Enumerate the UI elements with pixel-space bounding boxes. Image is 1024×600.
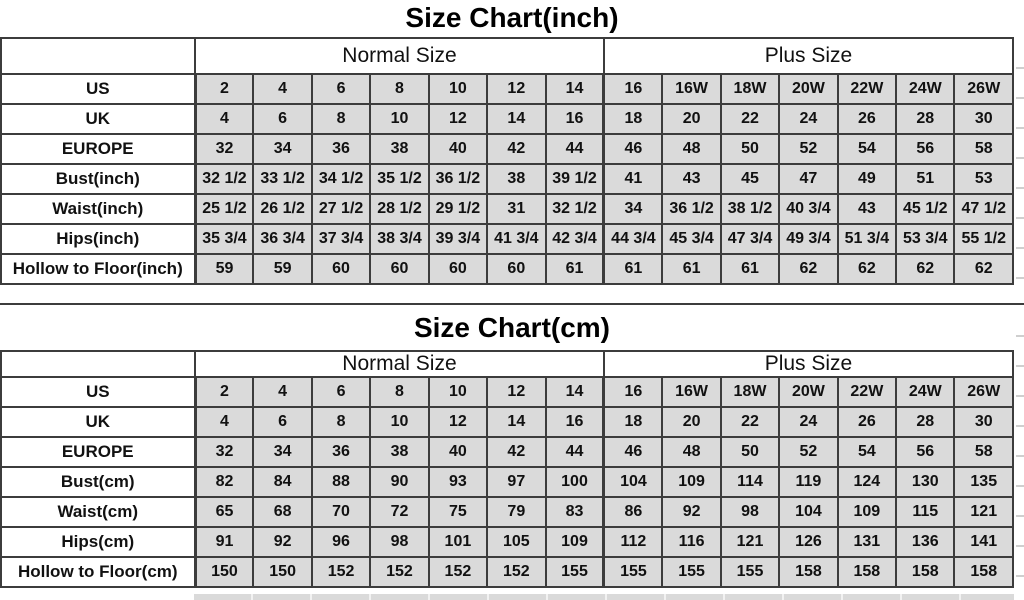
size-cell: 4 (195, 407, 253, 437)
size-cell: 48 (662, 134, 720, 164)
size-cell: 22W (838, 377, 896, 407)
size-cell: 45 (721, 164, 779, 194)
size-cell: 44 (546, 134, 604, 164)
size-cell: 34 (253, 437, 311, 467)
size-chart-inch-table (0, 37, 1014, 285)
size-cell: 82 (195, 467, 253, 497)
size-cell: 10 (429, 377, 487, 407)
size-cell: 121 (721, 527, 779, 557)
size-cell: 104 (779, 497, 837, 527)
size-cell: 26 1/2 (253, 194, 311, 224)
corner-cell (1, 38, 195, 74)
size-cell: 47 3/4 (721, 224, 779, 254)
size-cell: 152 (487, 557, 545, 587)
size-cell: 59 (253, 254, 311, 284)
size-cell: 16W (662, 74, 720, 104)
size-cell: 26W (954, 74, 1013, 104)
size-cell: 12 (429, 407, 487, 437)
size-cell: 38 3/4 (370, 224, 428, 254)
size-cell: 36 1/2 (429, 164, 487, 194)
size-cell: 32 1/2 (195, 164, 253, 194)
table-row (1, 74, 1013, 104)
size-cell: 61 (546, 254, 604, 284)
size-cell: 14 (487, 407, 545, 437)
size-cell: 75 (429, 497, 487, 527)
size-cell: 114 (721, 467, 779, 497)
size-cell: 26W (954, 377, 1013, 407)
size-cell: 40 3/4 (779, 194, 837, 224)
size-cell: 152 (312, 557, 370, 587)
size-cell: 56 (896, 437, 954, 467)
size-cell: 18 (604, 407, 662, 437)
size-cell: 62 (838, 254, 896, 284)
table-row (1, 497, 1013, 527)
size-cell: 16 (546, 407, 604, 437)
size-cell: 96 (312, 527, 370, 557)
size-cell: 30 (954, 407, 1013, 437)
size-cell: 28 (896, 104, 954, 134)
size-cell: 52 (779, 134, 837, 164)
size-cell: 6 (312, 377, 370, 407)
size-cell: 12 (487, 377, 545, 407)
size-cell: 54 (838, 437, 896, 467)
size-cell: 41 3/4 (487, 224, 545, 254)
size-cell: 36 1/2 (662, 194, 720, 224)
size-cell: 155 (662, 557, 720, 587)
size-cell: 39 1/2 (546, 164, 604, 194)
row-label: Bust(inch) (1, 164, 195, 194)
size-cell: 28 (896, 407, 954, 437)
plus-size-header: Plus Size (604, 38, 1013, 74)
size-cell: 53 (954, 164, 1013, 194)
size-cell: 54 (838, 134, 896, 164)
plus-size-header: Plus Size (604, 351, 1013, 377)
size-cell: 16 (546, 104, 604, 134)
size-cell: 158 (838, 557, 896, 587)
size-cell: 158 (779, 557, 837, 587)
size-cell: 58 (954, 437, 1013, 467)
size-cell: 83 (546, 497, 604, 527)
size-cell: 6 (312, 74, 370, 104)
size-cell: 8 (312, 104, 370, 134)
size-cell: 158 (896, 557, 954, 587)
size-cell: 88 (312, 467, 370, 497)
size-cell: 29 1/2 (429, 194, 487, 224)
size-cell: 112 (604, 527, 662, 557)
size-cell: 55 1/2 (954, 224, 1013, 254)
size-cell: 4 (195, 104, 253, 134)
size-cell: 28 1/2 (370, 194, 428, 224)
size-cell: 38 (487, 164, 545, 194)
size-cell: 98 (370, 527, 428, 557)
size-cell: 97 (487, 467, 545, 497)
size-cell: 26 (838, 407, 896, 437)
size-cell: 47 1/2 (954, 194, 1013, 224)
size-cell: 34 1/2 (312, 164, 370, 194)
size-cell: 131 (838, 527, 896, 557)
size-cell: 14 (546, 377, 604, 407)
size-cell: 22 (721, 407, 779, 437)
size-cell: 45 1/2 (896, 194, 954, 224)
table-row (1, 467, 1013, 497)
cropped-right-edge-remnant (1016, 39, 1024, 287)
row-label: Waist(cm) (1, 497, 195, 527)
size-cell: 56 (896, 134, 954, 164)
normal-size-header: Normal Size (195, 351, 604, 377)
size-cell: 52 (779, 437, 837, 467)
table-row (1, 527, 1013, 557)
table-row (1, 194, 1013, 224)
size-cell: 141 (954, 527, 1013, 557)
size-cell: 62 (779, 254, 837, 284)
cropped-bottom-row-remnant (194, 594, 1014, 600)
size-cell: 34 (604, 194, 662, 224)
size-cell: 24 (779, 104, 837, 134)
size-cell: 121 (954, 497, 1013, 527)
normal-size-header: Normal Size (195, 38, 604, 74)
size-cell: 20 (662, 104, 720, 134)
size-cell: 109 (546, 527, 604, 557)
size-cell: 109 (838, 497, 896, 527)
size-cell: 44 3/4 (604, 224, 662, 254)
size-cell: 150 (195, 557, 253, 587)
size-cell: 90 (370, 467, 428, 497)
size-cell: 119 (779, 467, 837, 497)
size-cell: 42 (487, 437, 545, 467)
size-cell: 8 (370, 377, 428, 407)
size-cell: 116 (662, 527, 720, 557)
size-cell: 58 (954, 134, 1013, 164)
size-cell: 51 3/4 (838, 224, 896, 254)
size-cell: 36 3/4 (253, 224, 311, 254)
table-row (1, 164, 1013, 194)
size-cell: 152 (429, 557, 487, 587)
size-chart-cm-table (0, 350, 1014, 588)
row-label: Hollow to Floor(cm) (1, 557, 195, 587)
size-cell: 4 (253, 74, 311, 104)
table-row (1, 134, 1013, 164)
size-cell: 115 (896, 497, 954, 527)
size-cell: 84 (253, 467, 311, 497)
size-cell: 68 (253, 497, 311, 527)
size-cell: 60 (370, 254, 428, 284)
table-row (1, 407, 1013, 437)
size-cell: 46 (604, 437, 662, 467)
size-cell: 105 (487, 527, 545, 557)
size-cell: 155 (546, 557, 604, 587)
size-cell: 2 (195, 74, 253, 104)
size-cell: 14 (546, 74, 604, 104)
table-row (1, 254, 1013, 284)
size-cell: 91 (195, 527, 253, 557)
size-cell: 92 (662, 497, 720, 527)
row-label: EUROPE (1, 437, 195, 467)
size-cell: 20W (779, 377, 837, 407)
size-cell: 24W (896, 377, 954, 407)
size-cell: 72 (370, 497, 428, 527)
size-cell: 79 (487, 497, 545, 527)
size-cell: 40 (429, 134, 487, 164)
size-cell: 50 (721, 437, 779, 467)
size-cell: 41 (604, 164, 662, 194)
size-cell: 38 (370, 134, 428, 164)
size-cell: 35 1/2 (370, 164, 428, 194)
size-chart-inch-title: Size Chart(inch) (405, 2, 619, 33)
size-cell: 14 (487, 104, 545, 134)
row-label: Waist(inch) (1, 194, 195, 224)
size-cell: 158 (954, 557, 1013, 587)
size-cell: 60 (312, 254, 370, 284)
table-row (1, 437, 1013, 467)
row-label: US (1, 377, 195, 407)
size-cell: 65 (195, 497, 253, 527)
size-cell: 47 (779, 164, 837, 194)
size-cell: 6 (253, 407, 311, 437)
size-cell: 44 (546, 437, 604, 467)
size-cell: 135 (954, 467, 1013, 497)
size-cell: 10 (429, 74, 487, 104)
size-cell: 98 (721, 497, 779, 527)
size-cell: 150 (253, 557, 311, 587)
group-header-row (1, 351, 1013, 377)
size-cell: 61 (604, 254, 662, 284)
size-cell: 25 1/2 (195, 194, 253, 224)
size-cell: 101 (429, 527, 487, 557)
size-cell: 53 3/4 (896, 224, 954, 254)
size-cell: 16 (604, 377, 662, 407)
size-cell: 39 3/4 (429, 224, 487, 254)
table-row (1, 377, 1013, 407)
size-cell: 32 (195, 134, 253, 164)
size-cell: 27 1/2 (312, 194, 370, 224)
size-cell: 20W (779, 74, 837, 104)
corner-cell (1, 351, 195, 377)
size-cell: 126 (779, 527, 837, 557)
size-cell: 136 (896, 527, 954, 557)
size-cell: 50 (721, 134, 779, 164)
row-label: UK (1, 407, 195, 437)
size-cell: 155 (604, 557, 662, 587)
size-cell: 40 (429, 437, 487, 467)
size-chart-cm-section (0, 303, 1024, 588)
group-header-row (1, 38, 1013, 74)
size-cell: 12 (487, 74, 545, 104)
size-cell: 30 (954, 104, 1013, 134)
size-cell: 130 (896, 467, 954, 497)
size-cell: 38 1/2 (721, 194, 779, 224)
size-cell: 22W (838, 74, 896, 104)
size-cell: 49 3/4 (779, 224, 837, 254)
size-cell: 42 3/4 (546, 224, 604, 254)
size-cell: 93 (429, 467, 487, 497)
size-cell: 4 (253, 377, 311, 407)
size-cell: 22 (721, 104, 779, 134)
size-cell: 18 (604, 104, 662, 134)
size-cell: 62 (954, 254, 1013, 284)
row-label: EUROPE (1, 134, 195, 164)
size-cell: 24W (896, 74, 954, 104)
size-cell: 43 (662, 164, 720, 194)
size-cell: 48 (662, 437, 720, 467)
size-cell: 24 (779, 407, 837, 437)
size-cell: 16 (604, 74, 662, 104)
size-cell: 37 3/4 (312, 224, 370, 254)
size-cell: 86 (604, 497, 662, 527)
size-cell: 42 (487, 134, 545, 164)
size-cell: 36 (312, 437, 370, 467)
size-cell: 36 (312, 134, 370, 164)
size-cell: 26 (838, 104, 896, 134)
size-cell: 38 (370, 437, 428, 467)
size-cell: 109 (662, 467, 720, 497)
size-cell: 104 (604, 467, 662, 497)
table-row (1, 104, 1013, 134)
row-label: UK (1, 104, 195, 134)
size-cell: 16W (662, 377, 720, 407)
size-cell: 59 (195, 254, 253, 284)
size-cell: 6 (253, 104, 311, 134)
size-cell: 32 1/2 (546, 194, 604, 224)
table-row (1, 557, 1013, 587)
size-cell: 70 (312, 497, 370, 527)
size-cell: 31 (487, 194, 545, 224)
size-cell: 100 (546, 467, 604, 497)
size-cell: 60 (429, 254, 487, 284)
size-cell: 62 (896, 254, 954, 284)
size-cell: 8 (370, 74, 428, 104)
size-cell: 155 (721, 557, 779, 587)
size-cell: 32 (195, 437, 253, 467)
size-cell: 2 (195, 377, 253, 407)
row-label: US (1, 74, 195, 104)
size-cell: 8 (312, 407, 370, 437)
size-cell: 43 (838, 194, 896, 224)
size-cell: 51 (896, 164, 954, 194)
size-cell: 49 (838, 164, 896, 194)
size-cell: 61 (721, 254, 779, 284)
row-label: Hips(cm) (1, 527, 195, 557)
size-cell: 10 (370, 104, 428, 134)
size-cell: 92 (253, 527, 311, 557)
size-cell: 10 (370, 407, 428, 437)
size-cell: 45 3/4 (662, 224, 720, 254)
size-cell: 20 (662, 407, 720, 437)
size-cell: 61 (662, 254, 720, 284)
size-cell: 46 (604, 134, 662, 164)
size-cell: 124 (838, 467, 896, 497)
size-cell: 60 (487, 254, 545, 284)
row-label: Hips(inch) (1, 224, 195, 254)
row-label: Bust(cm) (1, 467, 195, 497)
size-cell: 12 (429, 104, 487, 134)
size-cell: 18W (721, 377, 779, 407)
row-label: Hollow to Floor(inch) (1, 254, 195, 284)
size-cell: 33 1/2 (253, 164, 311, 194)
table-row (1, 224, 1013, 254)
size-chart-cm-title: Size Chart(cm) (413, 312, 611, 343)
size-cell: 18W (721, 74, 779, 104)
size-cell: 35 3/4 (195, 224, 253, 254)
size-cell: 152 (370, 557, 428, 587)
size-cell: 34 (253, 134, 311, 164)
